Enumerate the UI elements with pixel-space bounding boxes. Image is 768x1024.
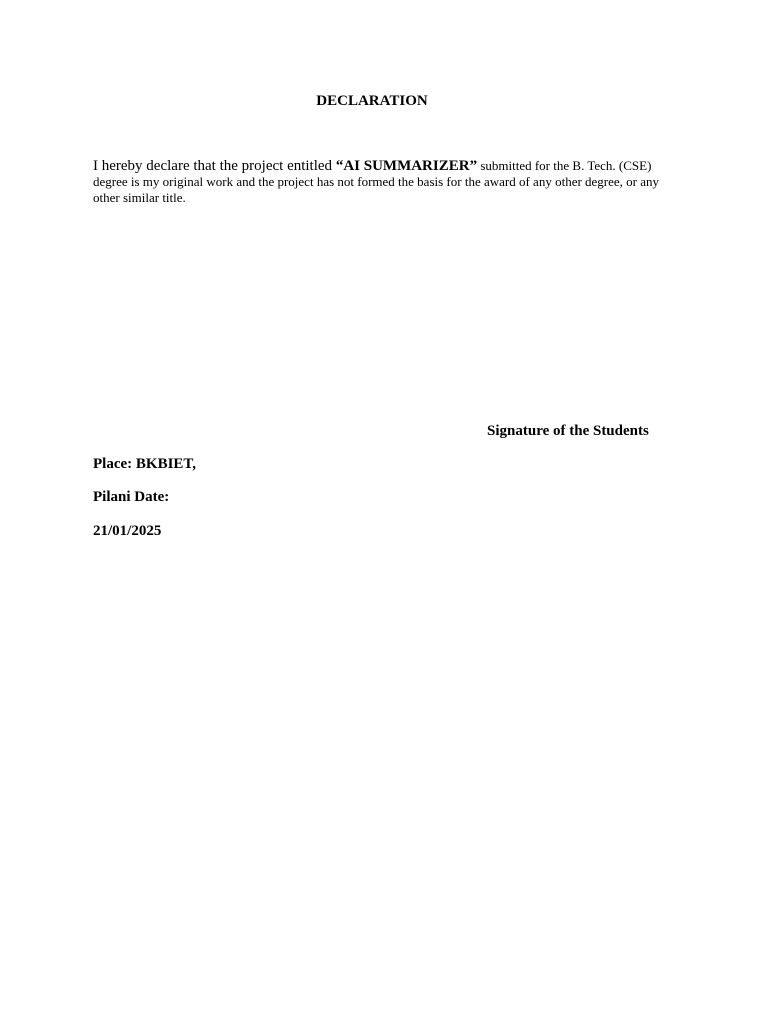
declaration-rest-text: submitted for the B. Tech. (CSE) degree is my original work and the project has not formed the basis for the award of any other degree, or any other similar title. [93,158,660,205]
page-title: DECLARATION [316,93,428,109]
declaration-lead-text: I hereby declare that the project entitled [93,158,336,174]
date-value: 21/01/2025 [93,523,162,539]
declaration-paragraph [93,158,683,206]
place-line: Place: BKBIET, [93,456,197,472]
date-label: Pilani Date: [93,489,170,505]
signature-label: Signature of the Students [487,423,649,439]
project-name: “AI SUMMARIZER” [335,158,478,174]
